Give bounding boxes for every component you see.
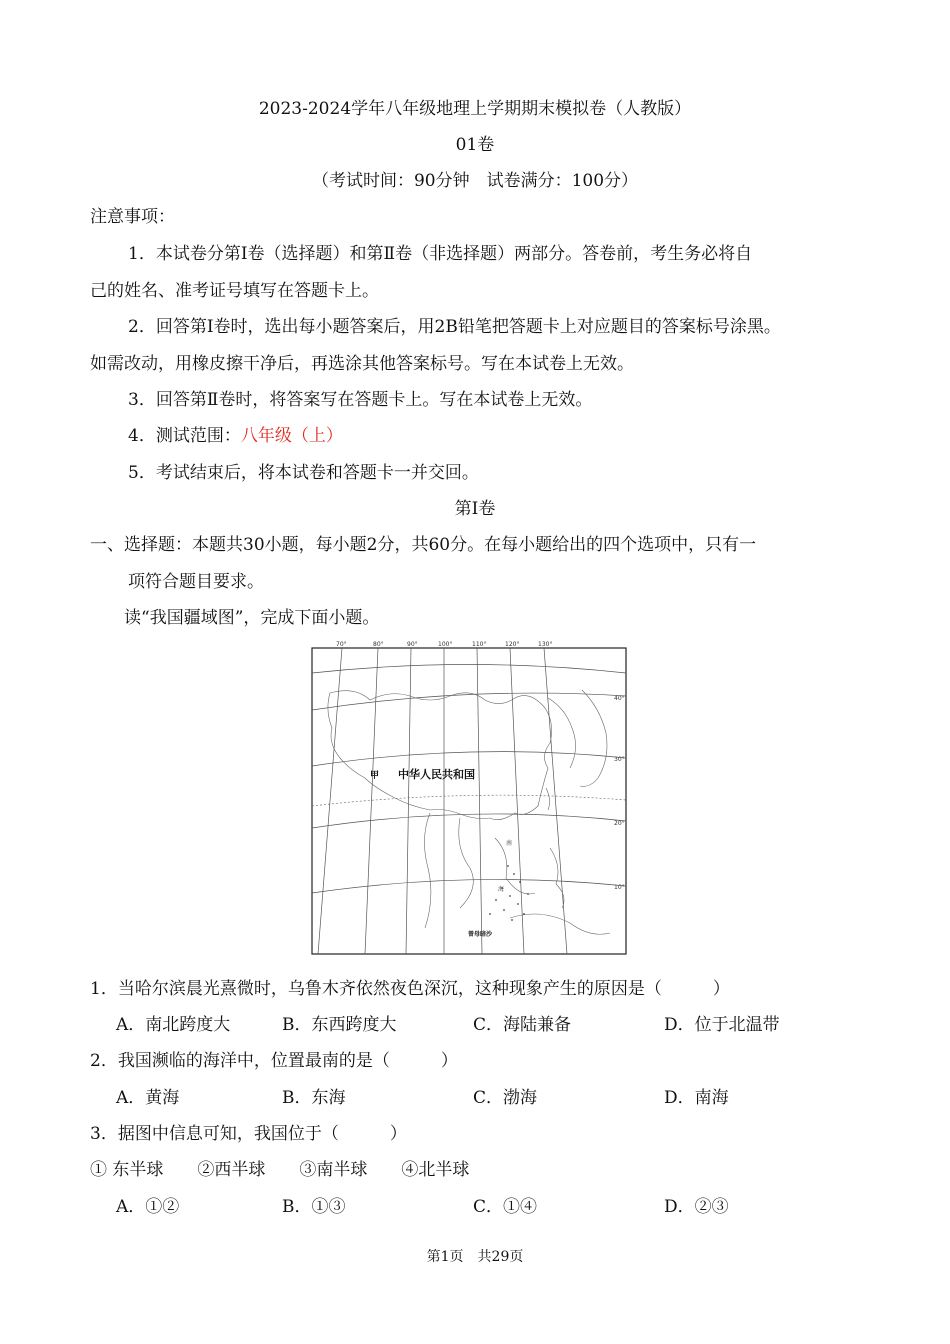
note-1b: 己的姓名、准考证号填写在答题卡上。 (90, 281, 379, 301)
note-5: 5．考试结束后，将本试卷和答题卡一并交回。 (128, 463, 479, 483)
map-label-nan: 南 (506, 840, 513, 847)
q2-option-a[interactable]: A．黄海 (116, 1088, 180, 1108)
q2-option-b[interactable]: B．东海 (282, 1088, 346, 1108)
lat-label-10: 10° (614, 884, 625, 891)
map-intro: 读“我国疆域图”，完成下面小题。 (124, 608, 380, 628)
q3-option-d[interactable]: D．②③ (664, 1197, 729, 1217)
note-2b: 如需改动，用橡皮擦干净后，再选涂其他答案标号。写在本试卷上无效。 (90, 354, 634, 374)
q1-option-b[interactable]: B．东西跨度大 (282, 1015, 397, 1035)
china-territory-map (310, 638, 630, 956)
q2-option-d[interactable]: D．南海 (664, 1088, 729, 1108)
map-label-country: 中华人民共和国 (398, 768, 475, 781)
question-3-choices: ① 东半球 ②西半球 ③南半球 ④北半球 (90, 1160, 470, 1180)
note-4-prefix: 4．测试范围： (128, 426, 241, 446)
note-3: 3．回答第Ⅱ卷时，将答案写在答题卡上。写在本试卷上无效。 (128, 390, 593, 410)
q1-option-c[interactable]: C．海陆兼备 (473, 1015, 572, 1035)
lon-label-80: 80° (373, 641, 384, 648)
exam-info: （考试时间：90分钟 试卷满分：100分） (311, 171, 639, 191)
lat-label-20: 20° (614, 820, 625, 827)
map-label-jia: 甲 (370, 771, 380, 781)
lon-label-130: 130° (538, 641, 553, 648)
notes-heading: 注意事项： (90, 207, 175, 227)
note-4 (128, 424, 343, 448)
lon-label-100: 100° (438, 641, 453, 648)
q1-option-a[interactable]: A．南北跨度大 (116, 1015, 231, 1035)
note-2a: 2．回答第Ⅰ卷时，选出每小题答案后，用2B铅笔把答题卡上对应题目的答案标号涂黑。 (128, 317, 781, 337)
exam-volume: 01卷 (455, 135, 495, 155)
part-heading-b: 项符合题目要求。 (128, 572, 264, 592)
map-label-hai: 海 (498, 886, 505, 893)
lat-label-30: 30° (614, 756, 625, 763)
exam-title: 2023-2024学年八年级地理上学期期末模拟卷（人教版） (258, 99, 692, 119)
part-heading-a: 一、选择题：本题共30小题，每小题2分，共60分。在每小题给出的四个选项中，只有一 (90, 535, 757, 555)
question-2-stem: 2．我国濒临的海洋中，位置最南的是（ ） (90, 1051, 458, 1071)
map-label-shoal: 曾母暗沙 (468, 931, 493, 938)
q3-option-a[interactable]: A．①② (116, 1197, 180, 1217)
lon-label-110: 110° (472, 641, 487, 648)
volume-title: 第Ⅰ卷 (454, 499, 496, 519)
q2-option-c[interactable]: C．渤海 (473, 1088, 538, 1108)
lon-label-120: 120° (505, 641, 520, 648)
question-3-stem: 3．据图中信息可知，我国位于（ ） (90, 1124, 407, 1144)
note-1a: 1．本试卷分第Ⅰ卷（选择题）和第Ⅱ卷（非选择题）两部分。答卷前，考生务必将自 (128, 244, 753, 264)
q3-option-c[interactable]: C．①④ (473, 1197, 538, 1217)
lon-label-90: 90° (407, 641, 418, 648)
page-footer: 第1页 共29页 (426, 1249, 524, 1265)
lat-label-40: 40° (614, 695, 625, 702)
note-4-scope: 八年级（上） (240, 426, 343, 446)
q3-option-b[interactable]: B．①③ (282, 1197, 346, 1217)
q1-option-d[interactable]: D．位于北温带 (664, 1015, 780, 1035)
question-1-stem: 1．当哈尔滨晨光熹微时，乌鲁木齐依然夜色深沉，这种现象产生的原因是（ ） (90, 979, 730, 999)
lon-label-70: 70° (336, 641, 347, 648)
